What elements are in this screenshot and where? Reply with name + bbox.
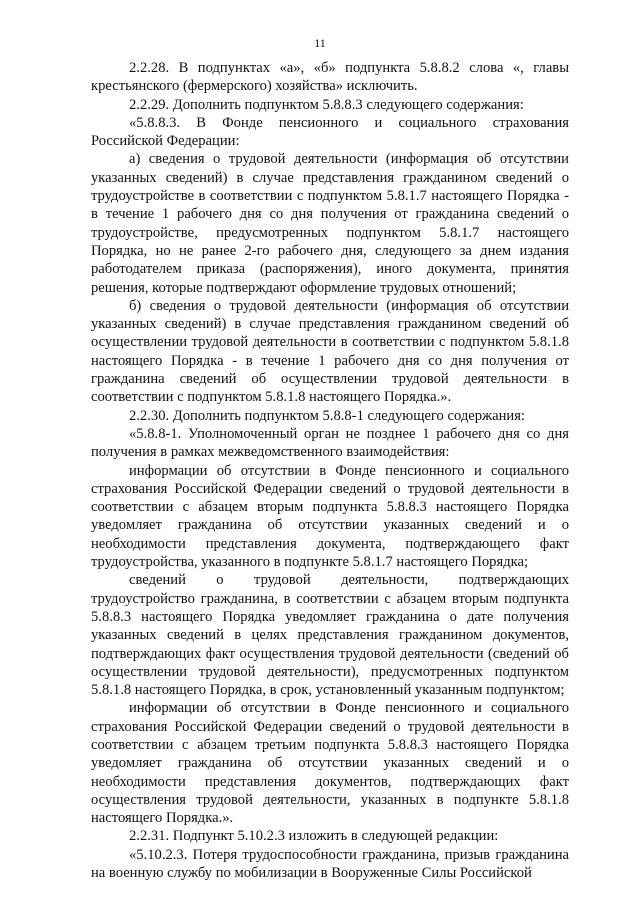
paragraph-item-a: а) сведения о трудовой деятельности (информация об отсутствии указанных сведений) в случае представления гражданином сведений о трудоустройстве в соответствии с подпунктом 5.8.1.7 настоящего Порядка - в течение 1 рабочего дня со дня получения от гражданина сведений о трудоустройстве, предусмотренных подпунктом 5.8.1.7 настоящего Порядка, но не ранее 2-го рабочего дня, следующего за днем издания работодателем приказа (распоряжения), иного документа, принятия решения, которые подтверждают оформление трудовых отношений; bbox=[91, 151, 569, 296]
paragraph-2-2-28: 2.2.28. В подпунктах «а», «б» подпункта 5.8.8.2 слова «, главы крестьянского (фермерского) хозяйства» исключить. bbox=[91, 60, 569, 95]
paragraph-item-b: б) сведения о трудовой деятельности (информация об отсутствии указанных сведений) в случае представления гражданином сведений об осуществлении трудовой деятельности в соответствии с подпунктом 5.8.1.8 настоящего Порядка - в течение 1 рабочего дня со дня получения от гражданина сведений об осуществлении трудовой деятельности в соответствии с подпунктом 5.8.1.8 настоящего Порядка.». bbox=[91, 297, 569, 406]
paragraph-2-2-31: 2.2.31. Подпункт 5.10.2.3 изложить в следующей редакции: bbox=[129, 828, 499, 845]
paragraph-2-2-29: 2.2.29. Дополнить подпунктом 5.8.8.3 следующего содержания: bbox=[129, 96, 524, 113]
paragraph-2-2-30: 2.2.30. Дополнить подпунктом 5.8.8-1 следующего содержания: bbox=[129, 407, 525, 424]
paragraph-5-10-2-3: «5.10.2.3. Потеря трудоспособности гражданина, призыв гражданина на военную службу по мобилизации в Вооруженные Силы Российской bbox=[91, 846, 569, 882]
document-body bbox=[91, 59, 569, 882]
page-number: 11 bbox=[314, 36, 326, 50]
paragraph-info-absence-employment: информации об отсутствии в Фонде пенсионного и социального страхования Российской Федерации сведений о трудовой деятельности в соответствии с абзацем вторым подпункта 5.8.8.3 настоящего Порядка уведомляет гражданина об отсутствии указанных сведений и о необходимости представления документа, подтверждающего факт трудоустройства, указанного в подпункте 5.8.1.7 настоящего Порядка; bbox=[91, 462, 569, 571]
paragraph-5-8-8-1: «5.8.8-1. Уполномоченный орган не позднее 1 рабочего дня со дня получения в рамках межведомственного взаимодействия: bbox=[91, 425, 569, 461]
paragraph-5-8-8-3: «5.8.8.3. В Фонде пенсионного и социального страхования Российской Федерации: bbox=[91, 114, 569, 150]
paragraph-info-employment-confirmation: сведений о трудовой деятельности, подтверждающих трудоустройство гражданина, в соответствии с абзацем вторым подпункта 5.8.8.3 настоящего Порядка уведомляет гражданина о дате получения указанных сведений в целях представления гражданином документов, подтверждающих факт осуществления трудовой деятельности (сведений об осуществлении трудовой деятельности), предусмотренных подпунктом 5.8.1.8 настоящего Порядка, в срок, установленный указанным подпунктом; bbox=[91, 572, 569, 699]
paragraph-info-absence-labor-activity: информации об отсутствии в Фонде пенсионного и социального страхования Российской Федерации сведений о трудовой деятельности в соответствии с абзацем третьим подпункта 5.8.8.3 настоящего Порядка уведомляет гражданина об отсутствии указанных сведений и о необходимости представления документов, подтверждающих факт осуществления трудовой деятельности, указанных в подпункте 5.8.1.8 настоящего Порядка.». bbox=[91, 700, 569, 827]
